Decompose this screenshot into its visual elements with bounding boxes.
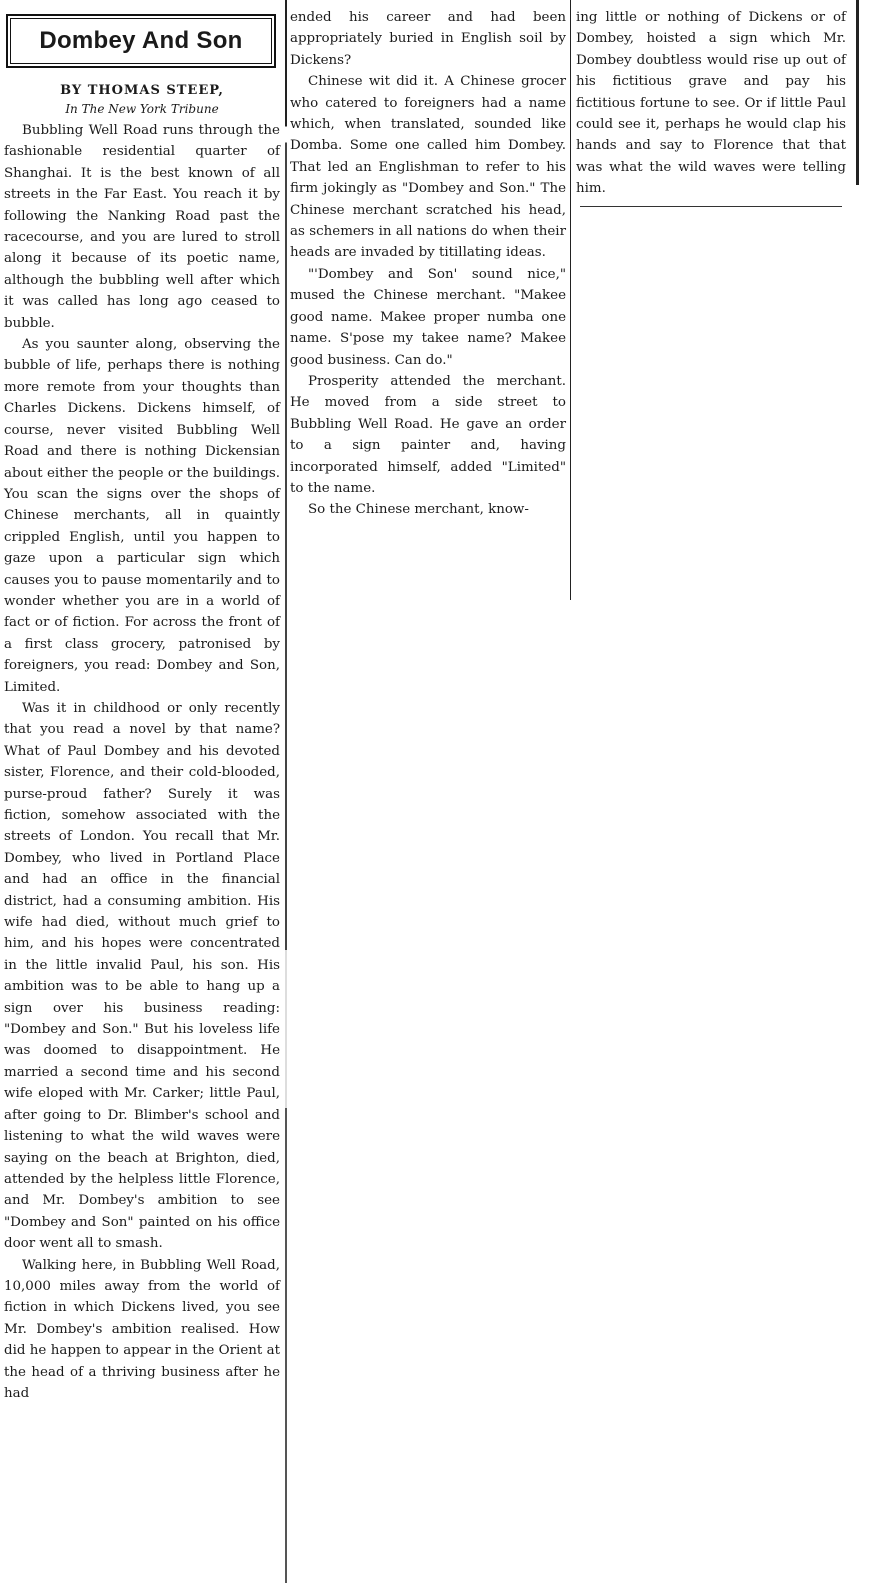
- headline-box: [6, 14, 276, 68]
- paragraph-8-end: ing little or nothing of Dickens or of Dombey, hoisted a sign which Mr. Dombey doubtless would rise up out of his fictitious grave and pay his fictitious fortune to see. Or if little Paul could see it, perhaps he would clap his hands and say to Florence that that was what the wild waves were telling him.: [576, 10, 846, 197]
- column-2: [290, 7, 566, 521]
- paragraph-4-end: ended his career and had been appropriately buried in English soil by Dickens?: [290, 10, 566, 68]
- column-rule-left: [285, 0, 287, 1583]
- paragraph-5: Chinese wit did it. A Chinese grocer who catered to foreigners had a name which, when translated, sounded like Domba. Some one called him Dombey. That led an Englishman to refer to his firm jokingly as "Dombey and Son." The Chinese merchant scratched his head, as schemers in all nations do when their heads are invaded by titillating ideas.: [290, 74, 566, 261]
- source-credit: In The New York Tribune: [65, 102, 219, 116]
- column-1: [4, 0, 280, 1404]
- paragraph-8-start: So the Chinese merchant, know-: [308, 502, 529, 518]
- column-rule-middle: [570, 0, 571, 600]
- paragraph-7: Prosperity attended the merchant. He moved from a side street to Bubbling Well Road. He gave an order to a sign painter and, having incorporated himself, added "Limited" to the name.: [290, 373, 566, 496]
- paragraph-2: As you saunter along, observing the bubble of life, perhaps there is nothing more remote from your thoughts than Charles Dickens. Dickens himself, of course, never visited Bubbling Well Road and there is nothing Dickensian about either the people or the buildings. You scan the signs over the shops of Chinese merchants, all in quaintly crippled English, until you happen to gaze upon a particular sign which causes you to pause momentarily and to wonder whether you are in a world of fact or of fiction. For across the front of a first class grocery, patronised by foreigners, you read: Dombey and Son, Limited.: [4, 337, 280, 695]
- column-3: [576, 7, 846, 200]
- article-end-rule: [580, 206, 842, 207]
- byline: BY THOMAS STEEP,: [60, 83, 224, 98]
- column-rule-right: [856, 0, 859, 185]
- paragraph-6: "'Dombey and Son' sound nice," mused the Chinese merchant. "Makee good name. Makee proper numba one name. S'pose my takee name? Makee good business. Can do.": [290, 266, 566, 368]
- paragraph-4-start: Walking here, in Bubbling Well Road, 10,000 miles away from the world of fiction in which Dickens lived, you see Mr. Dombey's ambition realised. How did he happen to appear in the Orient at the head of a thriving business after he had: [4, 1257, 280, 1401]
- paragraph-1: Bubbling Well Road runs through the fashionable residential quarter of Shanghai. It is the best known of all streets in the Far East. You reach it by following the Nanking Road past the racecourse, and you are lured to stroll along it because of its poetic name, although the bubbling well after which it was called has long ago ceased to bubble.: [4, 123, 280, 331]
- paragraph-3: Was it in childhood or only recently that you read a novel by that name? What of Paul Dombey and his devoted sister, Florence, and their cold-blooded, purse-proud father? Surely it was fiction, somehow associated with the streets of London. You recall that Mr. Dombey, who lived in Portland Place and had an office in the financial district, had a consuming ambition. His wife had died, without much grief to him, and his hopes were concentrated in the little invalid Paul, his son. His ambition was to be able to hang up a sign over his business reading: "Dombey and Son." But his loveless life was doomed to disappointment. He married a second time and his second wife eloped with Mr. Carker; little Paul, after going to Dr. Blimber's school and listening to what the wild waves were saying on the beach at Brighton, died, attended by the helpless little Florence, and Mr. Dombey's ambition to see "Dombey and Son" painted on his office door went all to smash.: [4, 700, 280, 1252]
- headline: Dombey And Son: [39, 27, 243, 55]
